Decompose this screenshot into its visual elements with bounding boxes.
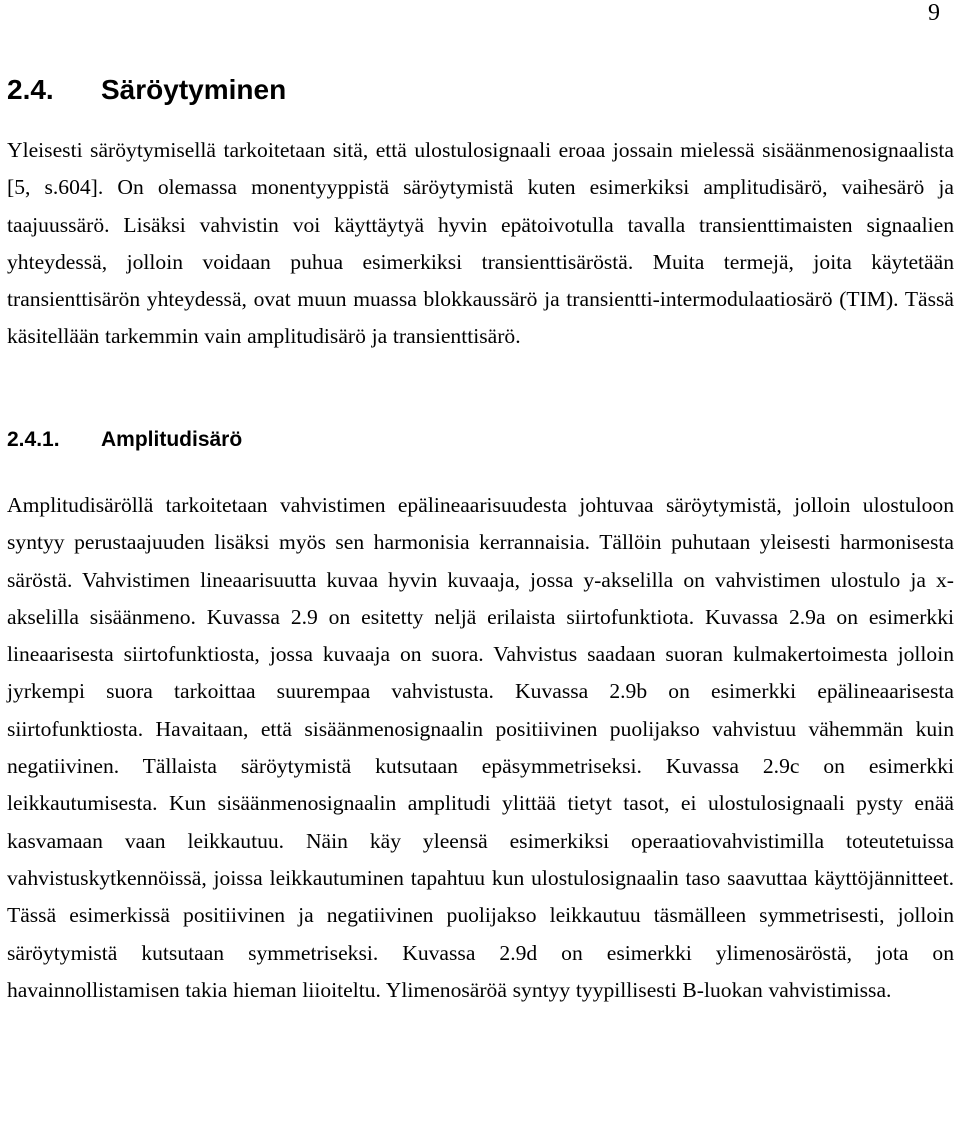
section-heading — [7, 72, 286, 108]
page-number: 9 — [928, 0, 940, 26]
section-paragraph: Yleisesti säröytymisellä tarkoitetaan sitä, että ulostulosignaali eroaa jossain mielessä sisäänmenosignaalista [5, s.604]. On olemassa monentyyppistä säröytymistä kuten esimerkiksi amplitudisärö, vaihesärö ja taajuussärö. Lisäksi vahvistin voi käyttäytyä hyvin epätoivotulla tavalla transienttimaisten signaalien yhteydessä, jolloin voidaan puhua esimerkiksi transienttisäröstä. Muita termejä, joita käytetään transienttisärön yhteydessä, ovat muun muassa blokkaussärö ja transientti-intermodulaatiosärö (TIM). Tässä käsitellään tarkemmin vain amplitudisärö ja transienttisärö. — [7, 138, 954, 349]
section-title: Säröytyminen — [101, 74, 287, 105]
subsection-title: Amplitudisärö — [101, 428, 243, 451]
subsection-heading — [7, 425, 242, 455]
subsection-number: 2.4.1. — [7, 428, 60, 451]
subsection-paragraph: Amplitudisäröllä tarkoitetaan vahvistimen epälineaarisuudesta johtuvaa säröytymistä, jolloin ulostuloon syntyy perustaajuuden lisäksi myös sen harmonisia kerrannaisia. Tällöin puhutaan yleisesti harmonisesta säröstä. Vahvistimen lineaarisuutta kuvaa hyvin kuvaaja, jossa y-akselilla on vahvistimen ulostulo ja x-akselilla sisäänmeno. Kuvassa 2.9 on esitetty neljä erilaista siirtofunktiota. Kuvassa 2.9a on esimerkki lineaarisesta siirtofunktiosta, jossa kuvaaja on suora. Vahvistus saadaan suoran kulmakertoimesta jolloin jyrkempi suora tarkoittaa suurempaa vahvistusta. Kuvassa 2.9b on esimerkki epälineaarisesta siirtofunktiosta. Havaitaan, että sisäänmenosignaalin positiivinen puolijakso vahvistuu vähemmän kuin negatiivinen. Tällaista säröytymistä kutsutaan epäsymmetriseksi. Kuvassa 2.9c on esimerkki leikkautumisesta. Kun sisäänmenosignaalin amplitudi ylittää tietyt tasot, ei ulostulosignaali pysty enää kasvamaan vaan leikkautuu. Näin käy yleensä esimerkiksi operaatiovahvistimilla toteutetuissa vahvistuskytkennöissä, joissa leikkautuminen tapahtuu kun ulostulosignaalin taso saavuttaa käyttöjännitteet. Tässä esimerkissä positiivinen ja negatiivinen puolijakso leikkautuu täsmälleen symmetrisesti, jolloin säröytymistä kutsutaan symmetriseksi. Kuvassa 2.9d on esimerkki ylimenosäröstä, jota on havainnollistamisen takia hieman liioiteltu. Ylimenosäröä syntyy tyypillisesti B-luokan vahvistimissa. — [7, 493, 954, 1002]
section-number: 2.4. — [7, 74, 54, 105]
